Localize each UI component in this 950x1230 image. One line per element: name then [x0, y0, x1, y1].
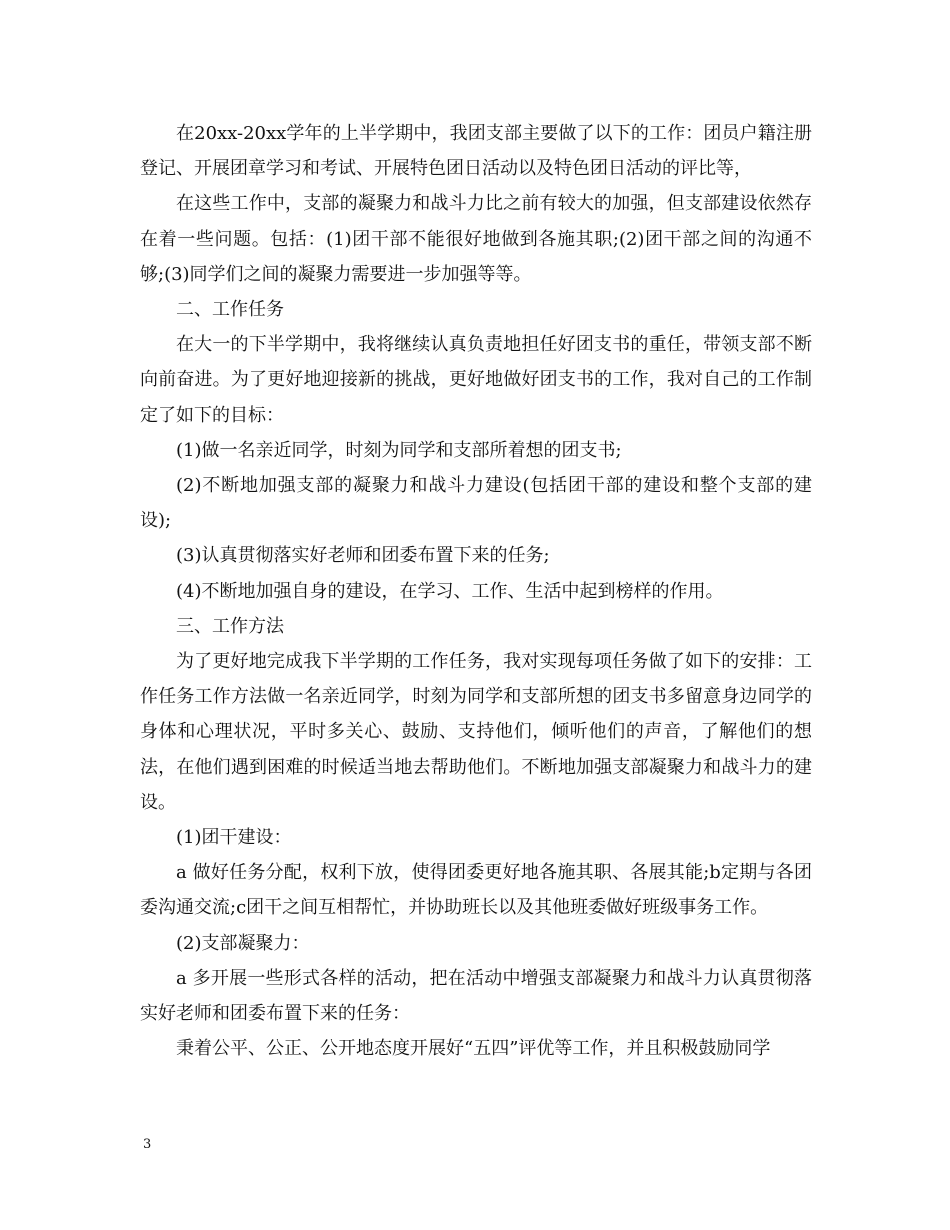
page-number: 3: [143, 1137, 152, 1152]
document-body: [140, 116, 812, 1066]
paragraph-semester-summary: 在20xx-20xx学年的上半学期中，我团支部主要做了以下的工作：团员户籍注册登记、开展团章学习和考试、开展特色团日活动以及特色团日活动的评比等，: [140, 123, 812, 180]
goal-item-4: (4)不断地加强自身的建设，在学习、工作、生活中起到榜样的作用。: [176, 580, 724, 602]
goal-item-2: (2)不断地加强支部的凝聚力和战斗力建设(包括团干部的建设和整个支部的建设);: [140, 475, 812, 532]
subheading-cohesion: (2)支部凝聚力：: [176, 932, 310, 954]
goal-item-3: (3)认真贯彻落实好老师和团委布置下来的任务;: [176, 545, 550, 567]
section-heading-tasks: 二、工作任务: [176, 299, 284, 321]
paragraph-cohesion: a 多开展一些形式各样的活动，把在活动中增强支部凝聚力和战斗力认真贯彻落实好老师和团委布置下来的任务：: [140, 967, 812, 1025]
section-heading-methods: 三、工作方法: [176, 615, 284, 637]
paragraph-problems: 在这些工作中，支部的凝聚力和战斗力比之前有较大的加强，但支部建设依然存在着一些问题。包括：(1)团干部不能很好地做到各施其职;(2)团干部之间的沟通不够;(3)同学们之间的凝聚力需要进一步加强等等。: [140, 193, 812, 285]
paragraph-methods-intro: 为了更好地完成我下半学期的工作任务，我对实现每项任务做了如下的安排：工作任务工作方法做一名亲近同学，时刻为同学和支部所想的团支书多留意身边同学的身体和心理状况，平时多关心、鼓励、支持他们，倾听他们的声音，了解他们的想法，在他们遇到困难的时候适当地去帮助他们。不断地加强支部凝聚力和战斗力的建设。: [140, 651, 812, 813]
goal-item-1: (1)做一名亲近同学，时刻为同学和支部所着想的团支书;: [176, 439, 622, 461]
paragraph-tasks-intro: 在大一的下半学期中，我将继续认真负责地担任好团支书的重任，带领支部不断向前奋进。为了更好地迎接新的挑战，更好地做好团支书的工作，我对自己的工作制定了如下的目标：: [140, 334, 812, 426]
paragraph-fairness: 秉着公平、公正、公开地态度开展好“五四”评优等工作，并且积极鼓励同学: [176, 1038, 771, 1060]
subheading-cadre-building: (1)团干建设：: [176, 827, 292, 849]
paragraph-cadre-building: a 做好任务分配，权利下放，使得团委更好地各施其职、各展其能;b定期与各团委沟通交流;c团干之间互相帮忙，并协助班长以及其他班委做好班级事务工作。: [140, 862, 812, 919]
